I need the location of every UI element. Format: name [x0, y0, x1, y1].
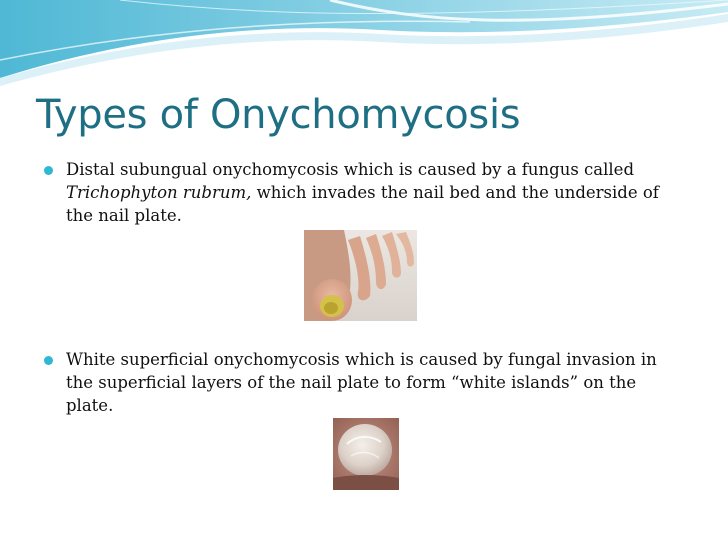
bullet-text-part: which invades the nail bed and the underside of the nail plate. — [66, 183, 659, 225]
white-nail-closeup-photo — [333, 418, 399, 490]
bullet-text-part: Distal subungual onychomycosis which is caused by a fungus called — [66, 160, 635, 179]
bullet-item-distal — [44, 158, 684, 227]
fungus-name: Trichophyton rubrum, — [66, 183, 252, 202]
bullet-text — [66, 158, 684, 227]
bullet-item-white-superficial — [44, 348, 684, 417]
header-wave — [0, 0, 728, 90]
toe-nail-photo — [304, 230, 417, 321]
bullet-text: White superficial onychomycosis which is caused by fungal invasion in the superficial layers of the nail plate to form “white islands” on the plate. — [66, 350, 657, 415]
bullet-marker — [44, 166, 53, 175]
bullet-marker — [44, 356, 53, 365]
slide-title: Types of Onychomycosis — [36, 92, 521, 138]
